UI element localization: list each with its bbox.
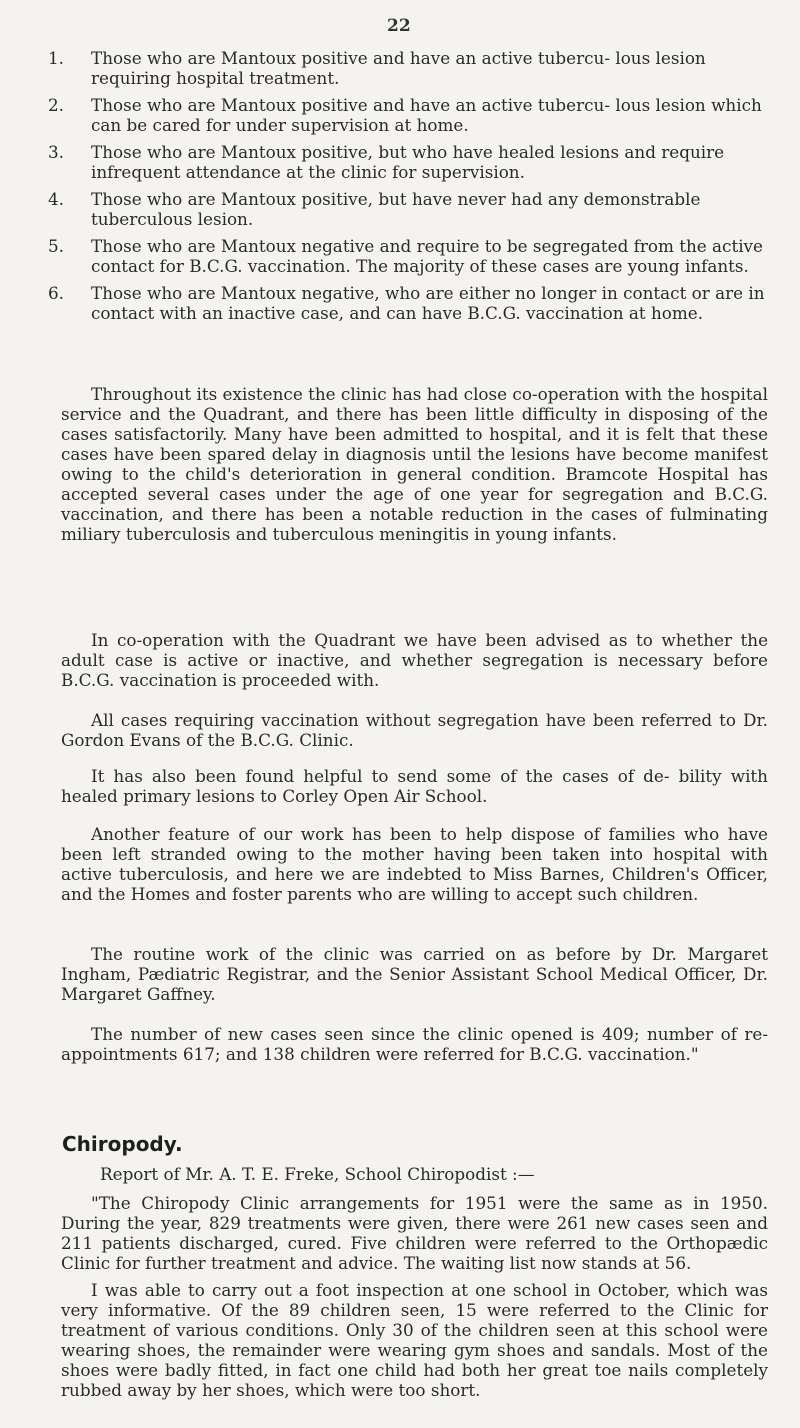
section-heading-chiropody: Chiropody. bbox=[62, 1132, 183, 1156]
chiropody-paragraph-arrangements: "The Chiropody Clinic arrangements for 1951 were the same as in 1950. During the year, 829 treatments were given, there were 261 new cases seen and 211 patients discharged, cured. Five children were referred to the Orthopædic Clinic for further treatment and advice. The waiting list now stands at 56. bbox=[61, 1193, 768, 1273]
chiropody-report-intro: Report of Mr. A. T. E. Freke, School Chiropodist :— bbox=[100, 1164, 535, 1184]
chiropody-paragraph-foot-inspection: I was able to carry out a foot inspection at one school in October, which was very informative. Of the 89 children seen, 15 were referred to the Clinic for treatment of various conditions. Only 30 of the children seen at this school were wearing shoes, the remainder were wearing gym shoes and sandals. Most of the shoes were badly fitted, in fact one child had both her great toe nails completely rubbed away by her shoes, which were too short. bbox=[61, 1280, 768, 1400]
list-item: 2. Those who are Mantoux positive and have an active tubercu- lous lesion which can be cared for under supervision at home. bbox=[48, 95, 762, 135]
paragraph-case-numbers: The number of new cases seen since the clinic opened is 409; number of re-appointments 617; and 138 children were referred for B.C.G. vaccination." bbox=[61, 1024, 768, 1064]
list-item: 6. Those who are Mantoux negative, who are either no longer in contact or are in contact with an inactive case, and can have B.C.G. vaccination at home. bbox=[48, 283, 765, 323]
page-number: 22 bbox=[387, 16, 411, 36]
list-item: 4. Those who are Mantoux positive, but have never had any demonstrable tuberculous lesion. bbox=[48, 189, 701, 229]
paragraph-open-air-school: It has also been found helpful to send some of the cases of de- bility with healed primary lesions to Corley Open Air School. bbox=[61, 766, 768, 806]
list-item: 5. Those who are Mantoux negative and require to be segregated from the active contact for B.C.G. vaccination. The majority of these cases are young infants. bbox=[48, 236, 763, 276]
list-item: 3. Those who are Mantoux positive, but who have healed lesions and require infrequent attendance at the clinic for supervision. bbox=[48, 142, 725, 182]
paragraph-quadrant: In co-operation with the Quadrant we have been advised as to whether the adult case is active or inactive, and whether segregation is necessary before B.C.G. vaccination is proceeded with. bbox=[61, 630, 768, 690]
paragraph-routine-work: The routine work of the clinic was carried on as before by Dr. Margaret Ingham, Pædiatric Registrar, and the Senior Assistant School Medical Officer, Dr. Margaret Gaffney. bbox=[61, 944, 768, 1004]
paragraph-stranded-families: Another feature of our work has been to help dispose of families who have been left stranded owing to the mother having been taken into hospital with active tuberculosis, and here we are indebted to Miss Barnes, Children's Officer, and the Homes and foster parents who are willing to accept such children. bbox=[61, 824, 768, 904]
category-list bbox=[48, 48, 768, 330]
paragraph-vaccination-referral: All cases requiring vaccination without segregation have been referred to Dr. Gordon Evans of the B.C.G. Clinic. bbox=[61, 710, 768, 750]
list-item: 1. Those who are Mantoux positive and have an active tubercu- lous lesion requiring hospital treatment. bbox=[48, 48, 706, 88]
paragraph-cooperation: Throughout its existence the clinic has had close co-operation with the hospital service and the Quadrant, and there has been little difficulty in disposing of the cases satisfactorily. Many have been admitted to hospital, and it is felt that these cases have been spared delay in diagnosis until the lesions have become manifest owing to the child's deterioration in general condition. Bramcote Hospital has accepted several cases under the age of one year for segregation and B.C.G. vaccination, and there has been a notable reduction in the cases of fulminating miliary tuberculosis and tuberculous meningitis in young infants. bbox=[61, 384, 768, 544]
